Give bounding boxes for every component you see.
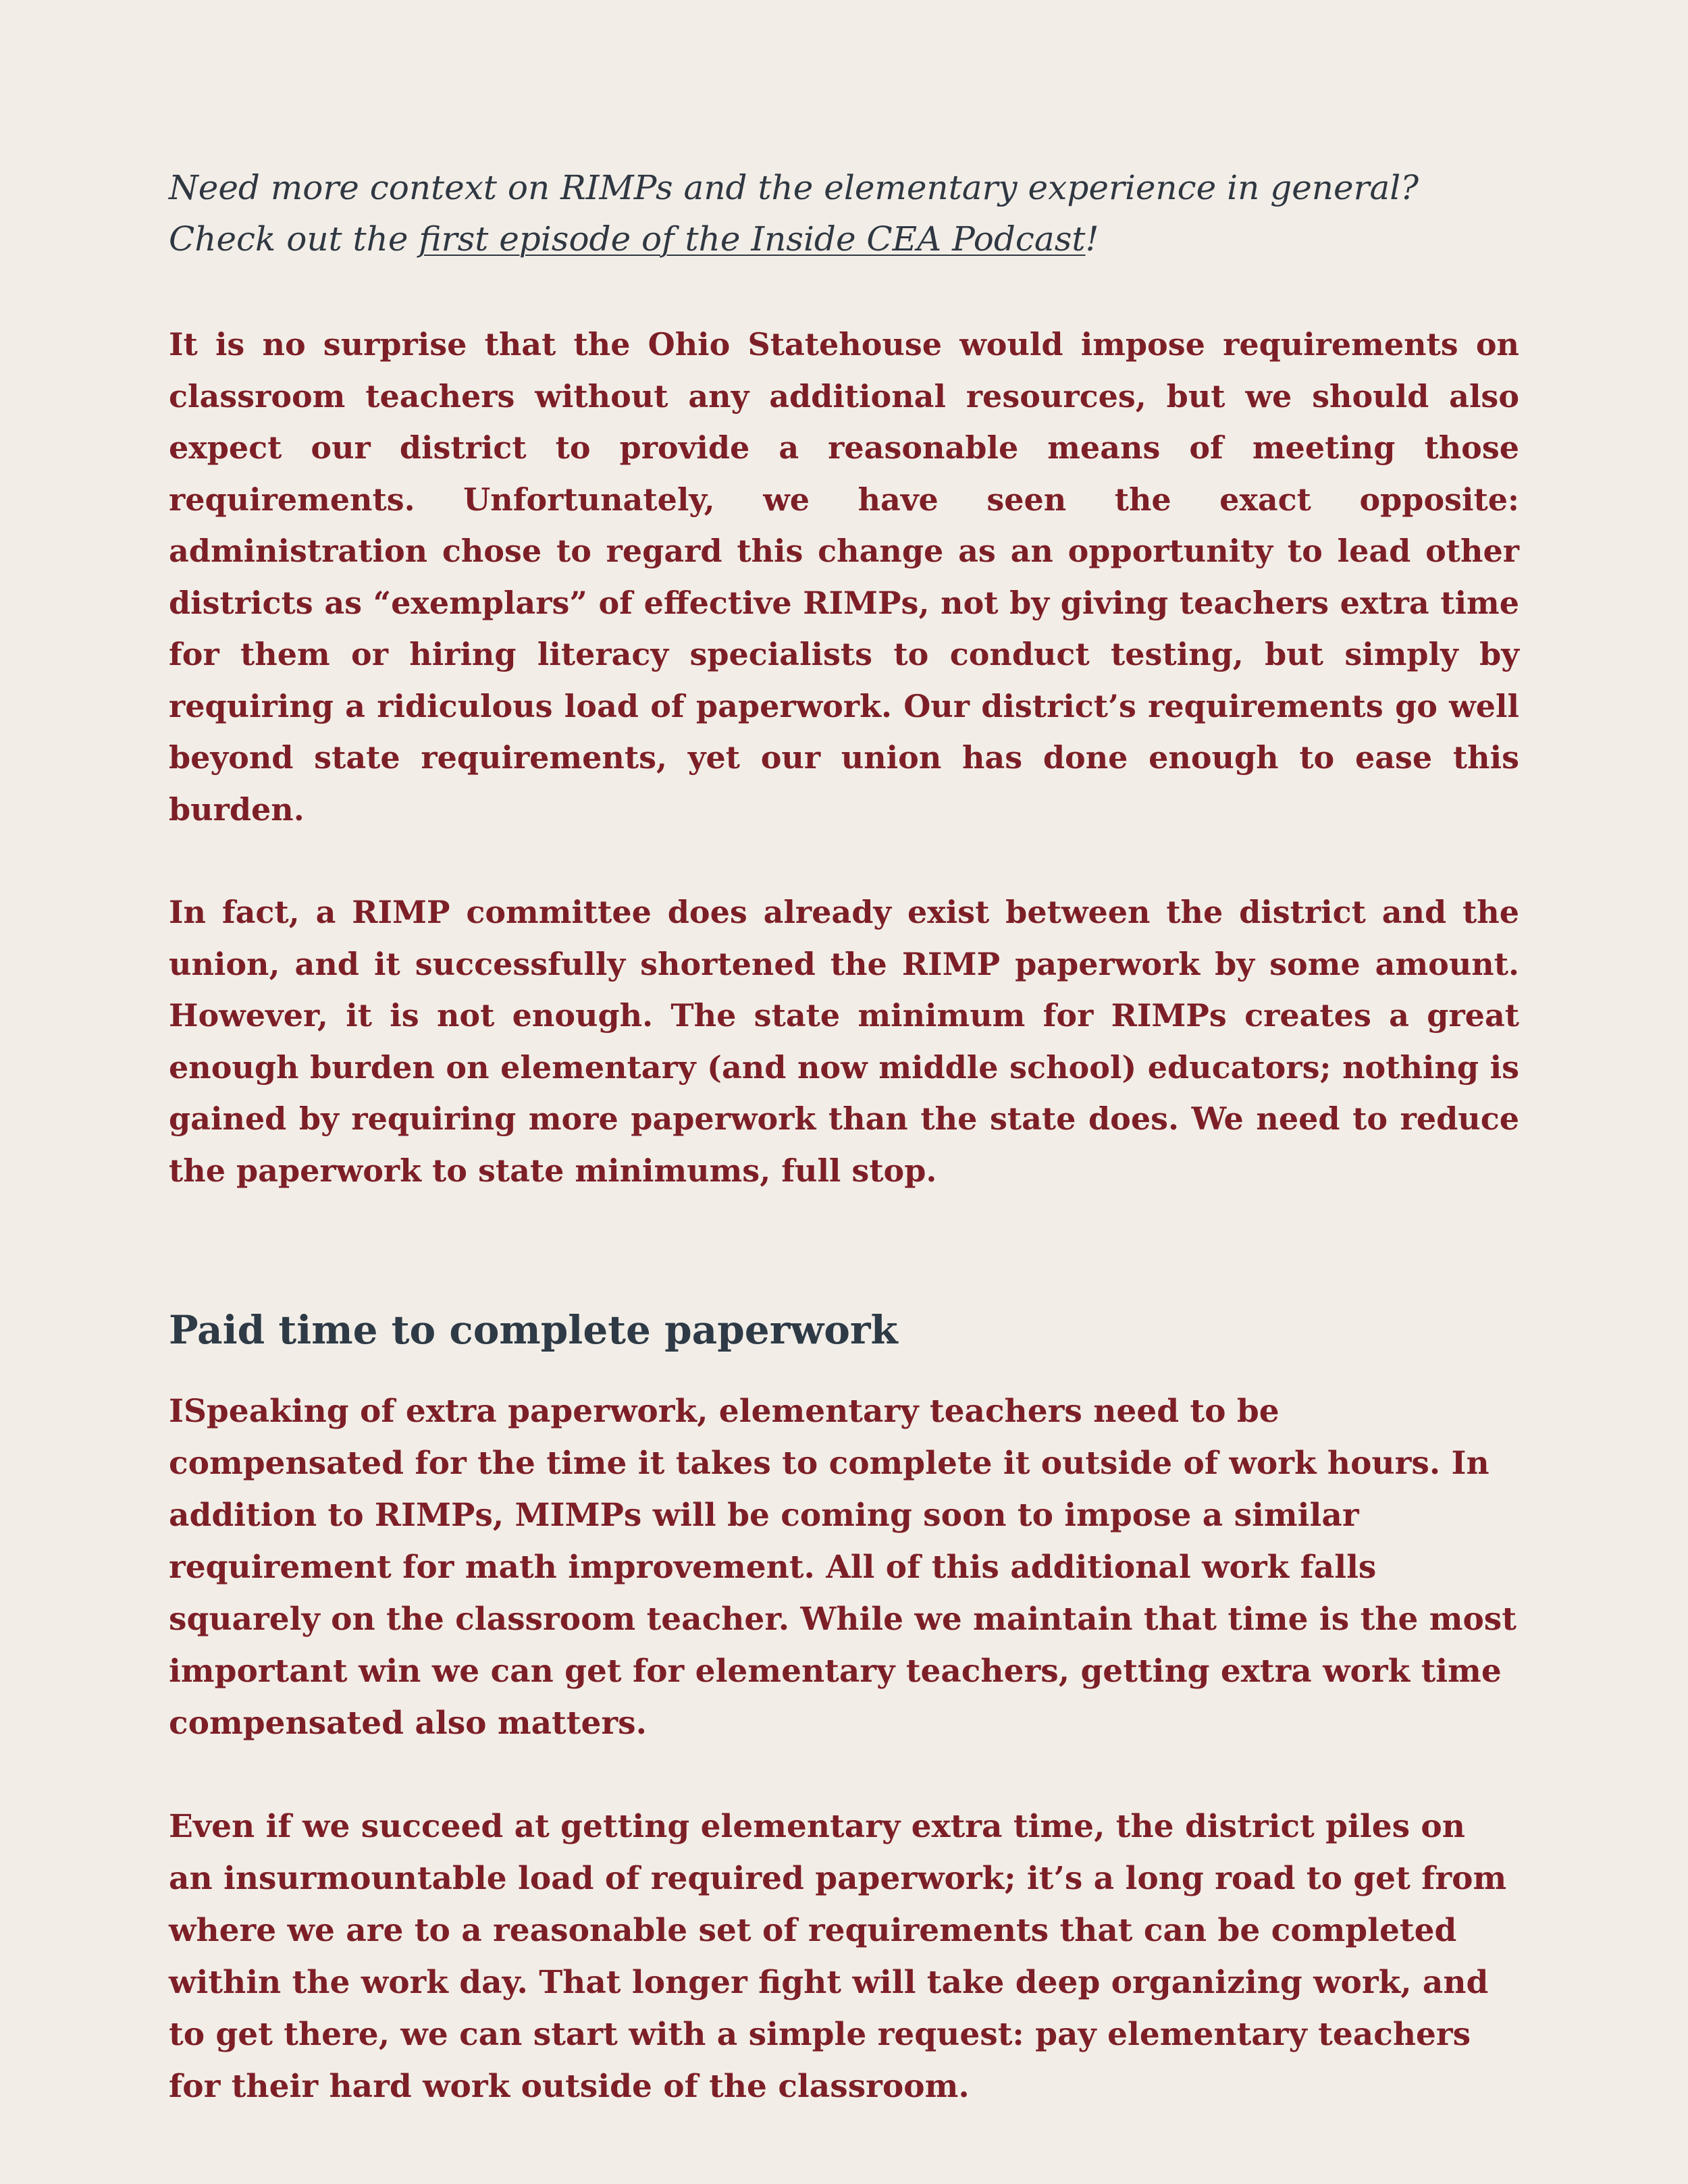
podcast-link[interactable]: first episode of the Inside CEA Podcast xyxy=(419,219,1086,259)
section-heading: Paid time to complete paperwork xyxy=(169,1307,898,1353)
intro-note xyxy=(169,162,1519,265)
paragraph-pay-request: Even if we succeed at getting elementary extra time, the district piles on an insurmountable load of required paperwork; it’s a long road to get from where we are to a reasonable set of requirements that can be completed within the work day. That longer fight will take deep organizing work, and to get there, we can start with a simple request: pay elementary teachers for their hard work outside of the classroom. xyxy=(169,1808,1507,2105)
intro-text-end: ! xyxy=(1085,219,1099,259)
article-content xyxy=(169,162,1519,2164)
paragraph-rimp-requirements: It is no surprise that the Ohio Statehouse would impose requirements on classroom teachers without any additional resources, but we should also expect our district to provide a reasonable means of meeting those requirements. Unfortunately, we have seen the exact opposite: administration chose to regard this change as an opportunity to lead other districts as “exemplars” of effective RIMPs, not by giving teachers extra time for them or hiring literacy specialists to conduct testing, but simply by requiring a ridiculous load of paperwork. Our district’s requirements go well beyond state requirements, yet our union has done enough to ease this burden. xyxy=(169,326,1519,828)
paragraph-compensation: ISpeaking of extra paperwork, elementary teachers need to be compensated for the time it takes to complete it outside of work hours. In addition to RIMPs, MIMPs will be coming soon to impose a similar requirement for math improvement. All of this additional work falls squarely on the classroom teacher. While we maintain that time is the most important win we can get for elementary teachers, getting extra work time compensated also matters. xyxy=(169,1393,1516,1742)
paragraph-rimp-committee: In fact, a RIMP committee does already exist between the district and the union, and it successfully shortened the RIMP paperwork by some amount. However, it is not enough. The state minimum for RIMPs creates a great enough burden on elementary (and now middle school) educators; nothing is gained by requiring more paperwork than the state does. We need to reduce the paperwork to state minimums, full stop. xyxy=(169,894,1519,1189)
intro-text: Need more context on RIMPs and the elementary experience in general? Check out the xyxy=(169,168,1419,259)
